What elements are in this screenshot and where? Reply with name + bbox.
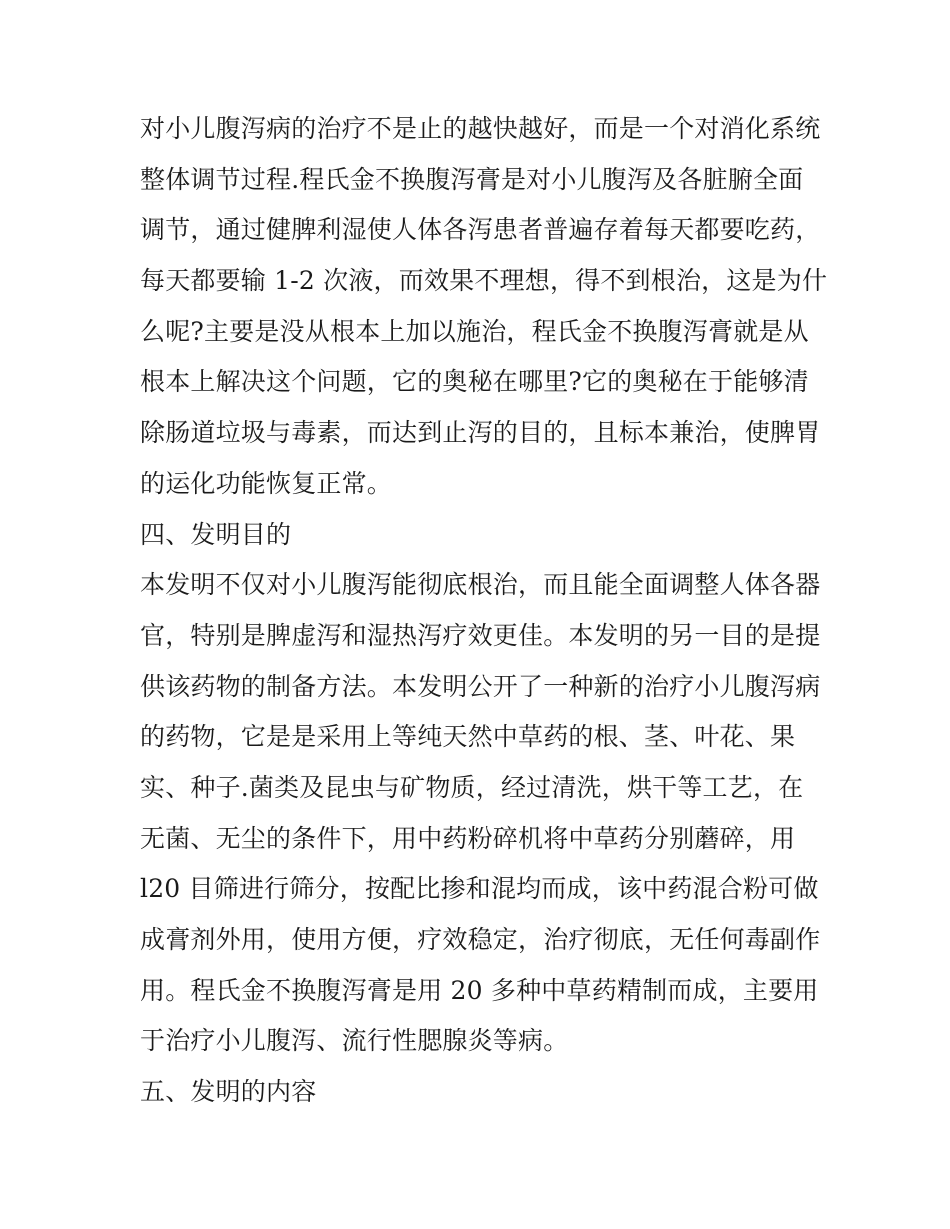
section-heading-purpose: 四、发明目的 bbox=[140, 519, 292, 549]
paragraph-line: 除肠道垃圾与毒素，而达到止泻的目的，且标本兼治，使脾胃 bbox=[140, 418, 821, 448]
paragraph-line: 用。程氏金不换腹泻膏是用 20 多种中草药精制而成，主要用 bbox=[140, 975, 819, 1005]
paragraph-line: 每天都要输 1-2 次液，而效果不理想，得不到根治，这是为什 bbox=[140, 266, 828, 296]
paragraph-line: 无菌、无尘的条件下，用中药粉碎机将中草药分别蘑碎，用 bbox=[140, 823, 796, 853]
paragraph-line: 官，特别是脾虚泻和湿热泻疗效更佳。本发明的另一目的是提 bbox=[140, 620, 821, 650]
paragraph-line: 整体调节过程.程氏金不换腹泻膏是对小儿腹泻及各脏腑全面 bbox=[140, 164, 804, 194]
paragraph-line: 实、种子.菌类及昆虫与矿物质，经过清洗，烘干等工艺，在 bbox=[140, 772, 804, 802]
paragraph-line: 的运化功能恢复正常。 bbox=[140, 468, 393, 498]
paragraph-line: 么呢?主要是没从根本上加以施治，程氏金不换腹泻膏就是从 bbox=[140, 316, 809, 346]
paragraph-line: 的药物，它是是采用上等纯天然中草药的根、茎、叶花、果 bbox=[140, 722, 796, 752]
paragraph-line: 供该药物的制备方法。本发明公开了一种新的治疗小儿腹泻病 bbox=[140, 671, 821, 701]
section-heading-content: 五、发明的内容 bbox=[140, 1077, 317, 1107]
paragraph-line: 本发明不仅对小儿腹泻能彻底根治，而且能全面调整人体各器 bbox=[140, 570, 821, 600]
paragraph-line: 对小儿腹泻病的治疗不是止的越快越好，而是一个对消化系统 bbox=[140, 114, 821, 143]
paragraph-line: 根本上解决这个问题，它的奥秘在哪里?它的奥秘在于能够清 bbox=[140, 367, 809, 397]
paragraph-line: l20 目筛进行筛分，按配比掺和混均而成，该中药混合粉可做 bbox=[140, 874, 819, 904]
paragraph-line: 于治疗小儿腹泻、流行性腮腺炎等病。 bbox=[140, 1026, 569, 1056]
paragraph-line: 调节，通过健脾利湿使人体各泻患者普遍存着每天都要吃药， bbox=[140, 215, 821, 245]
paragraph-line: 成膏剂外用，使用方便，疗效稳定，治疗彻底，无任何毒副作 bbox=[140, 925, 821, 954]
document-body bbox=[140, 104, 828, 1118]
